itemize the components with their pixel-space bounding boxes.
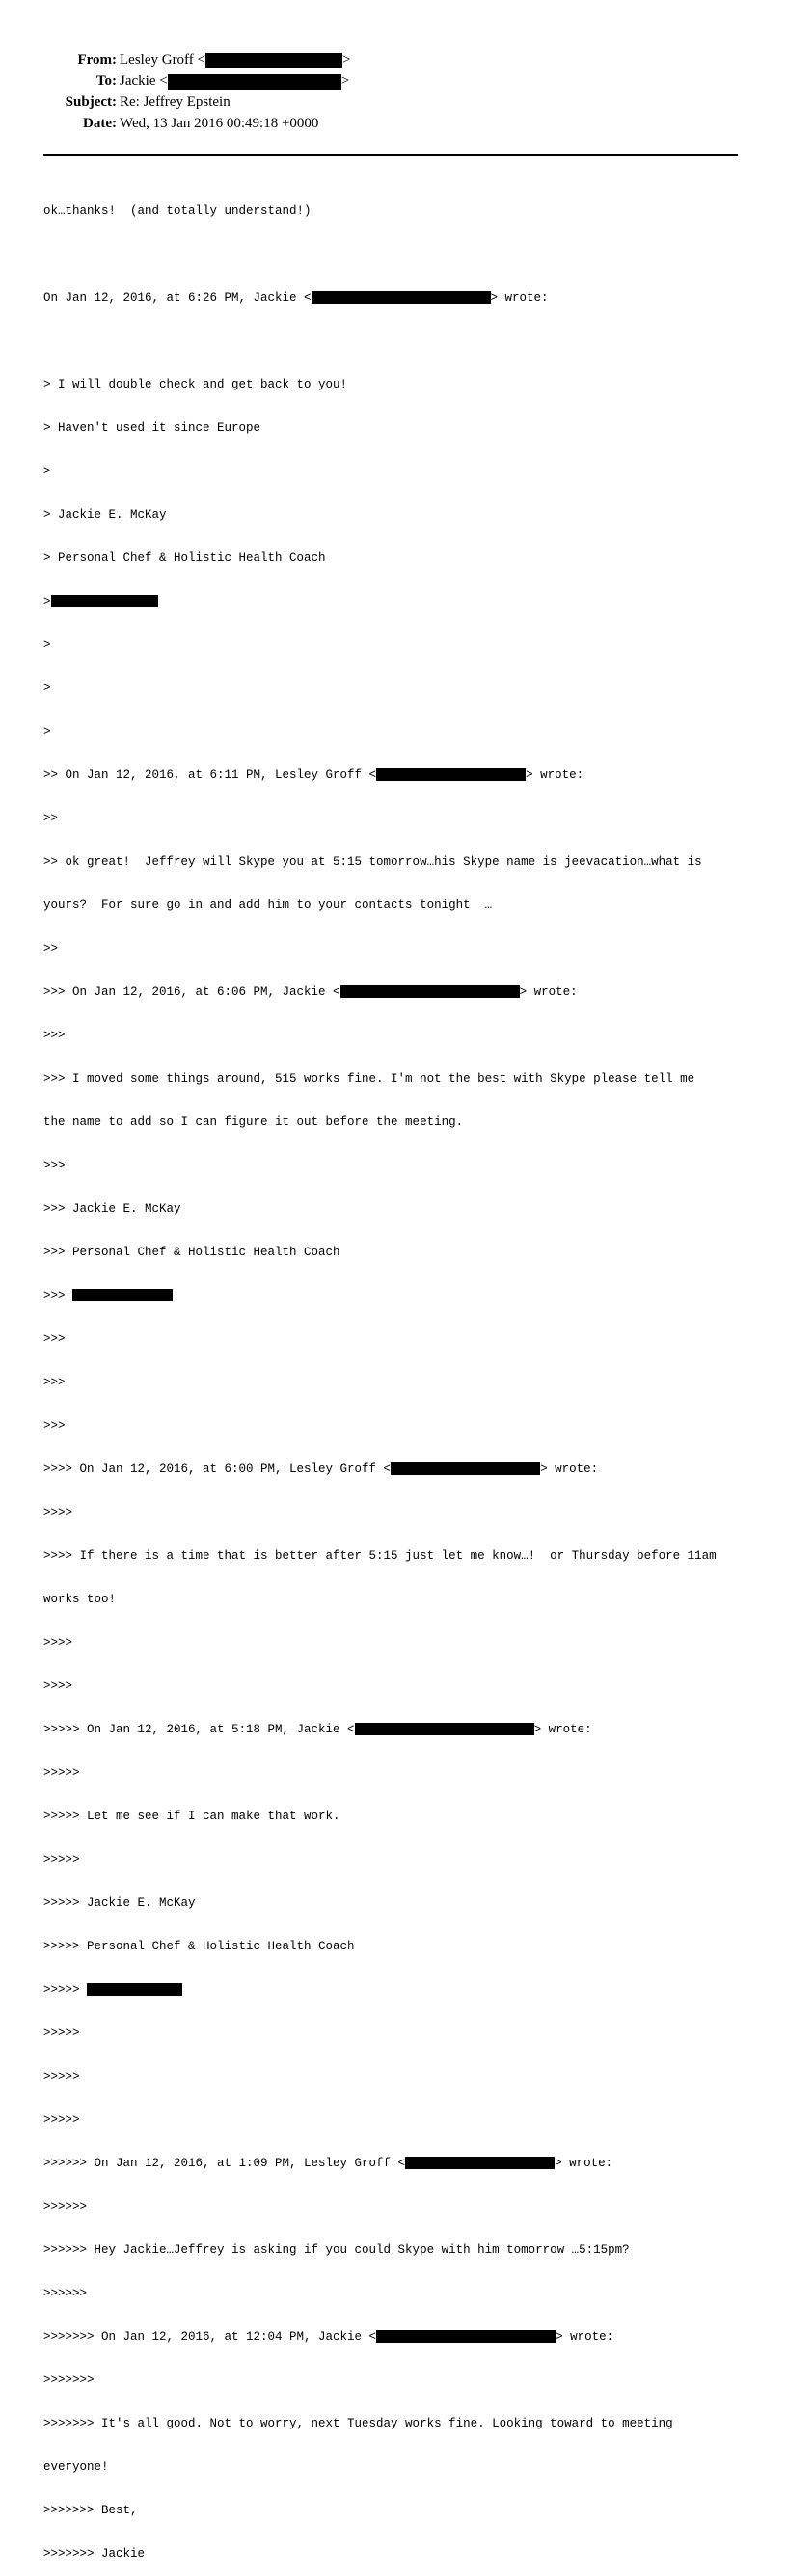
body-line: >>>>> (43, 2113, 80, 2127)
redaction-bar (355, 1723, 534, 1735)
redaction-bar (376, 2330, 556, 2343)
header-from (0, 50, 787, 71)
quote-header-line (43, 985, 757, 1000)
redacted-line (43, 595, 757, 609)
redaction-bar (340, 985, 520, 998)
body-line: >>> (43, 1332, 66, 1346)
redaction-bar (168, 74, 341, 90)
quote-header-text: >> On Jan 12, 2016, at 6:11 PM, Lesley Groff < (43, 768, 377, 782)
quote-header-line (43, 768, 757, 783)
quote-header-line (43, 2157, 757, 2171)
body-line: >> (43, 812, 59, 825)
body-line: >> (43, 942, 59, 955)
quote-header-line (43, 2330, 757, 2345)
body-line: >>>>>>> Jackie (43, 2547, 146, 2561)
body-line: >>> (43, 1159, 66, 1172)
body-line: works too! (43, 1593, 117, 1606)
redacted-line (43, 1289, 757, 1303)
body-line: > (43, 725, 51, 738)
redaction-bar (87, 1983, 182, 1996)
to-label: To: (95, 73, 117, 89)
quote-marker: >>>>> (43, 1983, 88, 1997)
quote-header-line (43, 1462, 757, 1477)
quote-marker: > (43, 595, 51, 608)
body-line: > (43, 465, 51, 478)
body-line: >>>> If there is a time that is better after 5:15 just let me know…! or Thursday before 11am (43, 1549, 717, 1563)
header-divider (43, 154, 738, 156)
body-line: >>>>>>> (43, 2374, 95, 2387)
body-line: yours? For sure go in and add him to your contacts tonight … (43, 899, 493, 912)
body-line: >>>>>> (43, 2287, 88, 2300)
body-line: >>> (43, 1376, 66, 1389)
body-line: >>> Jackie E. McKay (43, 1202, 181, 1216)
body-line: >>> I moved some things around, 515 works fine. I'm not the best with Skype please tell me (43, 1072, 695, 1086)
redacted-line (43, 1983, 757, 1998)
quote-marker: >>> (43, 1289, 73, 1302)
subject-label: Subject: (65, 94, 117, 110)
quote-header-suffix: > wrote: (526, 768, 584, 782)
body-line: >>>>> (43, 2070, 80, 2083)
body-line: >>>>> Personal Chef & Holistic Health Coach (43, 1940, 355, 1953)
quote-header-text: >>>> On Jan 12, 2016, at 6:00 PM, Lesley Groff < (43, 1462, 392, 1476)
to-name: Jackie (120, 73, 156, 89)
subject-value: Re: Jeffrey Epstein (120, 94, 231, 110)
body-line: > (43, 638, 51, 652)
to-value: Jackie < > (120, 73, 350, 89)
quote-header-text: >>>>>> On Jan 12, 2016, at 1:09 PM, Lesley Groff < (43, 2157, 406, 2170)
body-line: >>> (43, 1029, 66, 1042)
quote-header-text: >>>>> On Jan 12, 2016, at 5:18 PM, Jackie < (43, 1723, 355, 1736)
quote-header-suffix: > wrote: (556, 2330, 614, 2344)
body-line: > Haven't used it since Europe (43, 421, 261, 435)
redaction-bar (405, 2157, 555, 2169)
redaction-bar (51, 595, 158, 607)
body-line (43, 248, 757, 262)
quote-header-text: On Jan 12, 2016, at 6:26 PM, Jackie < (43, 291, 312, 305)
redaction-bar (312, 291, 491, 304)
redaction-bar (376, 768, 526, 781)
date-value: Wed, 13 Jan 2016 00:49:18 +0000 (120, 116, 319, 131)
quote-header-line (43, 1723, 757, 1737)
body-line: everyone! (43, 2460, 109, 2474)
body-line: >>>> (43, 1636, 73, 1650)
redaction-bar (205, 53, 342, 68)
body-line: >>>>> Jackie E. McKay (43, 1896, 196, 1910)
body-line: >>>>> (43, 1853, 80, 1866)
quote-header-suffix: > wrote: (519, 985, 578, 999)
body-line: > Personal Chef & Holistic Health Coach (43, 551, 326, 565)
body-line: >>> Personal Chef & Holistic Health Coach (43, 1246, 340, 1259)
body-line: > I will double check and get back to you! (43, 378, 348, 391)
from-value: Lesley Groff < > (120, 52, 351, 67)
email-body (43, 175, 757, 2576)
quote-header-line (43, 291, 757, 306)
body-line: >>>>>>> Best, (43, 2504, 138, 2517)
body-line: the name to add so I can figure it out before the meeting. (43, 1115, 464, 1129)
body-line: >>>>>> Hey Jackie…Jeffrey is asking if you could Skype with him tomorrow …5:15pm? (43, 2243, 630, 2257)
header-date (0, 114, 787, 135)
body-line: >>>>> Let me see if I can make that work. (43, 1810, 340, 1823)
body-line: > Jackie E. McKay (43, 508, 167, 522)
quote-header-suffix: > wrote: (555, 2157, 613, 2170)
header-subject (0, 93, 787, 114)
from-label: From: (77, 52, 117, 67)
body-line (43, 335, 757, 349)
body-line: >>>>>>> It's all good. Not to worry, next Tuesday works fine. Looking toward to meeting (43, 2417, 673, 2430)
body-line: > (43, 682, 51, 695)
body-line: >>>>> (43, 2026, 80, 2040)
body-line: >>>> (43, 1679, 73, 1693)
quote-header-suffix: > wrote: (490, 291, 549, 305)
quote-header-text: >>> On Jan 12, 2016, at 6:06 PM, Jackie < (43, 985, 340, 999)
header-to (0, 71, 787, 93)
from-name: Lesley Groff (120, 52, 194, 67)
body-line: >>> (43, 1419, 66, 1433)
quote-header-suffix: > wrote: (540, 1462, 599, 1476)
date-label: Date: (83, 116, 117, 131)
body-line: >> ok great! Jeffrey will Skype you at 5:15 tomorrow…his Skype name is jeevacation…what is (43, 855, 702, 869)
redaction-bar (391, 1462, 540, 1475)
quote-header-suffix: > wrote: (533, 1723, 592, 1736)
body-line: >>>> (43, 1506, 73, 1519)
redaction-bar (72, 1289, 173, 1301)
body-line: >>>>> (43, 1766, 80, 1780)
body-line: ok…thanks! (and totally understand!) (43, 204, 312, 218)
body-line: >>>>>> (43, 2200, 88, 2214)
quote-header-text: >>>>>>> On Jan 12, 2016, at 12:04 PM, Jackie < (43, 2330, 377, 2344)
